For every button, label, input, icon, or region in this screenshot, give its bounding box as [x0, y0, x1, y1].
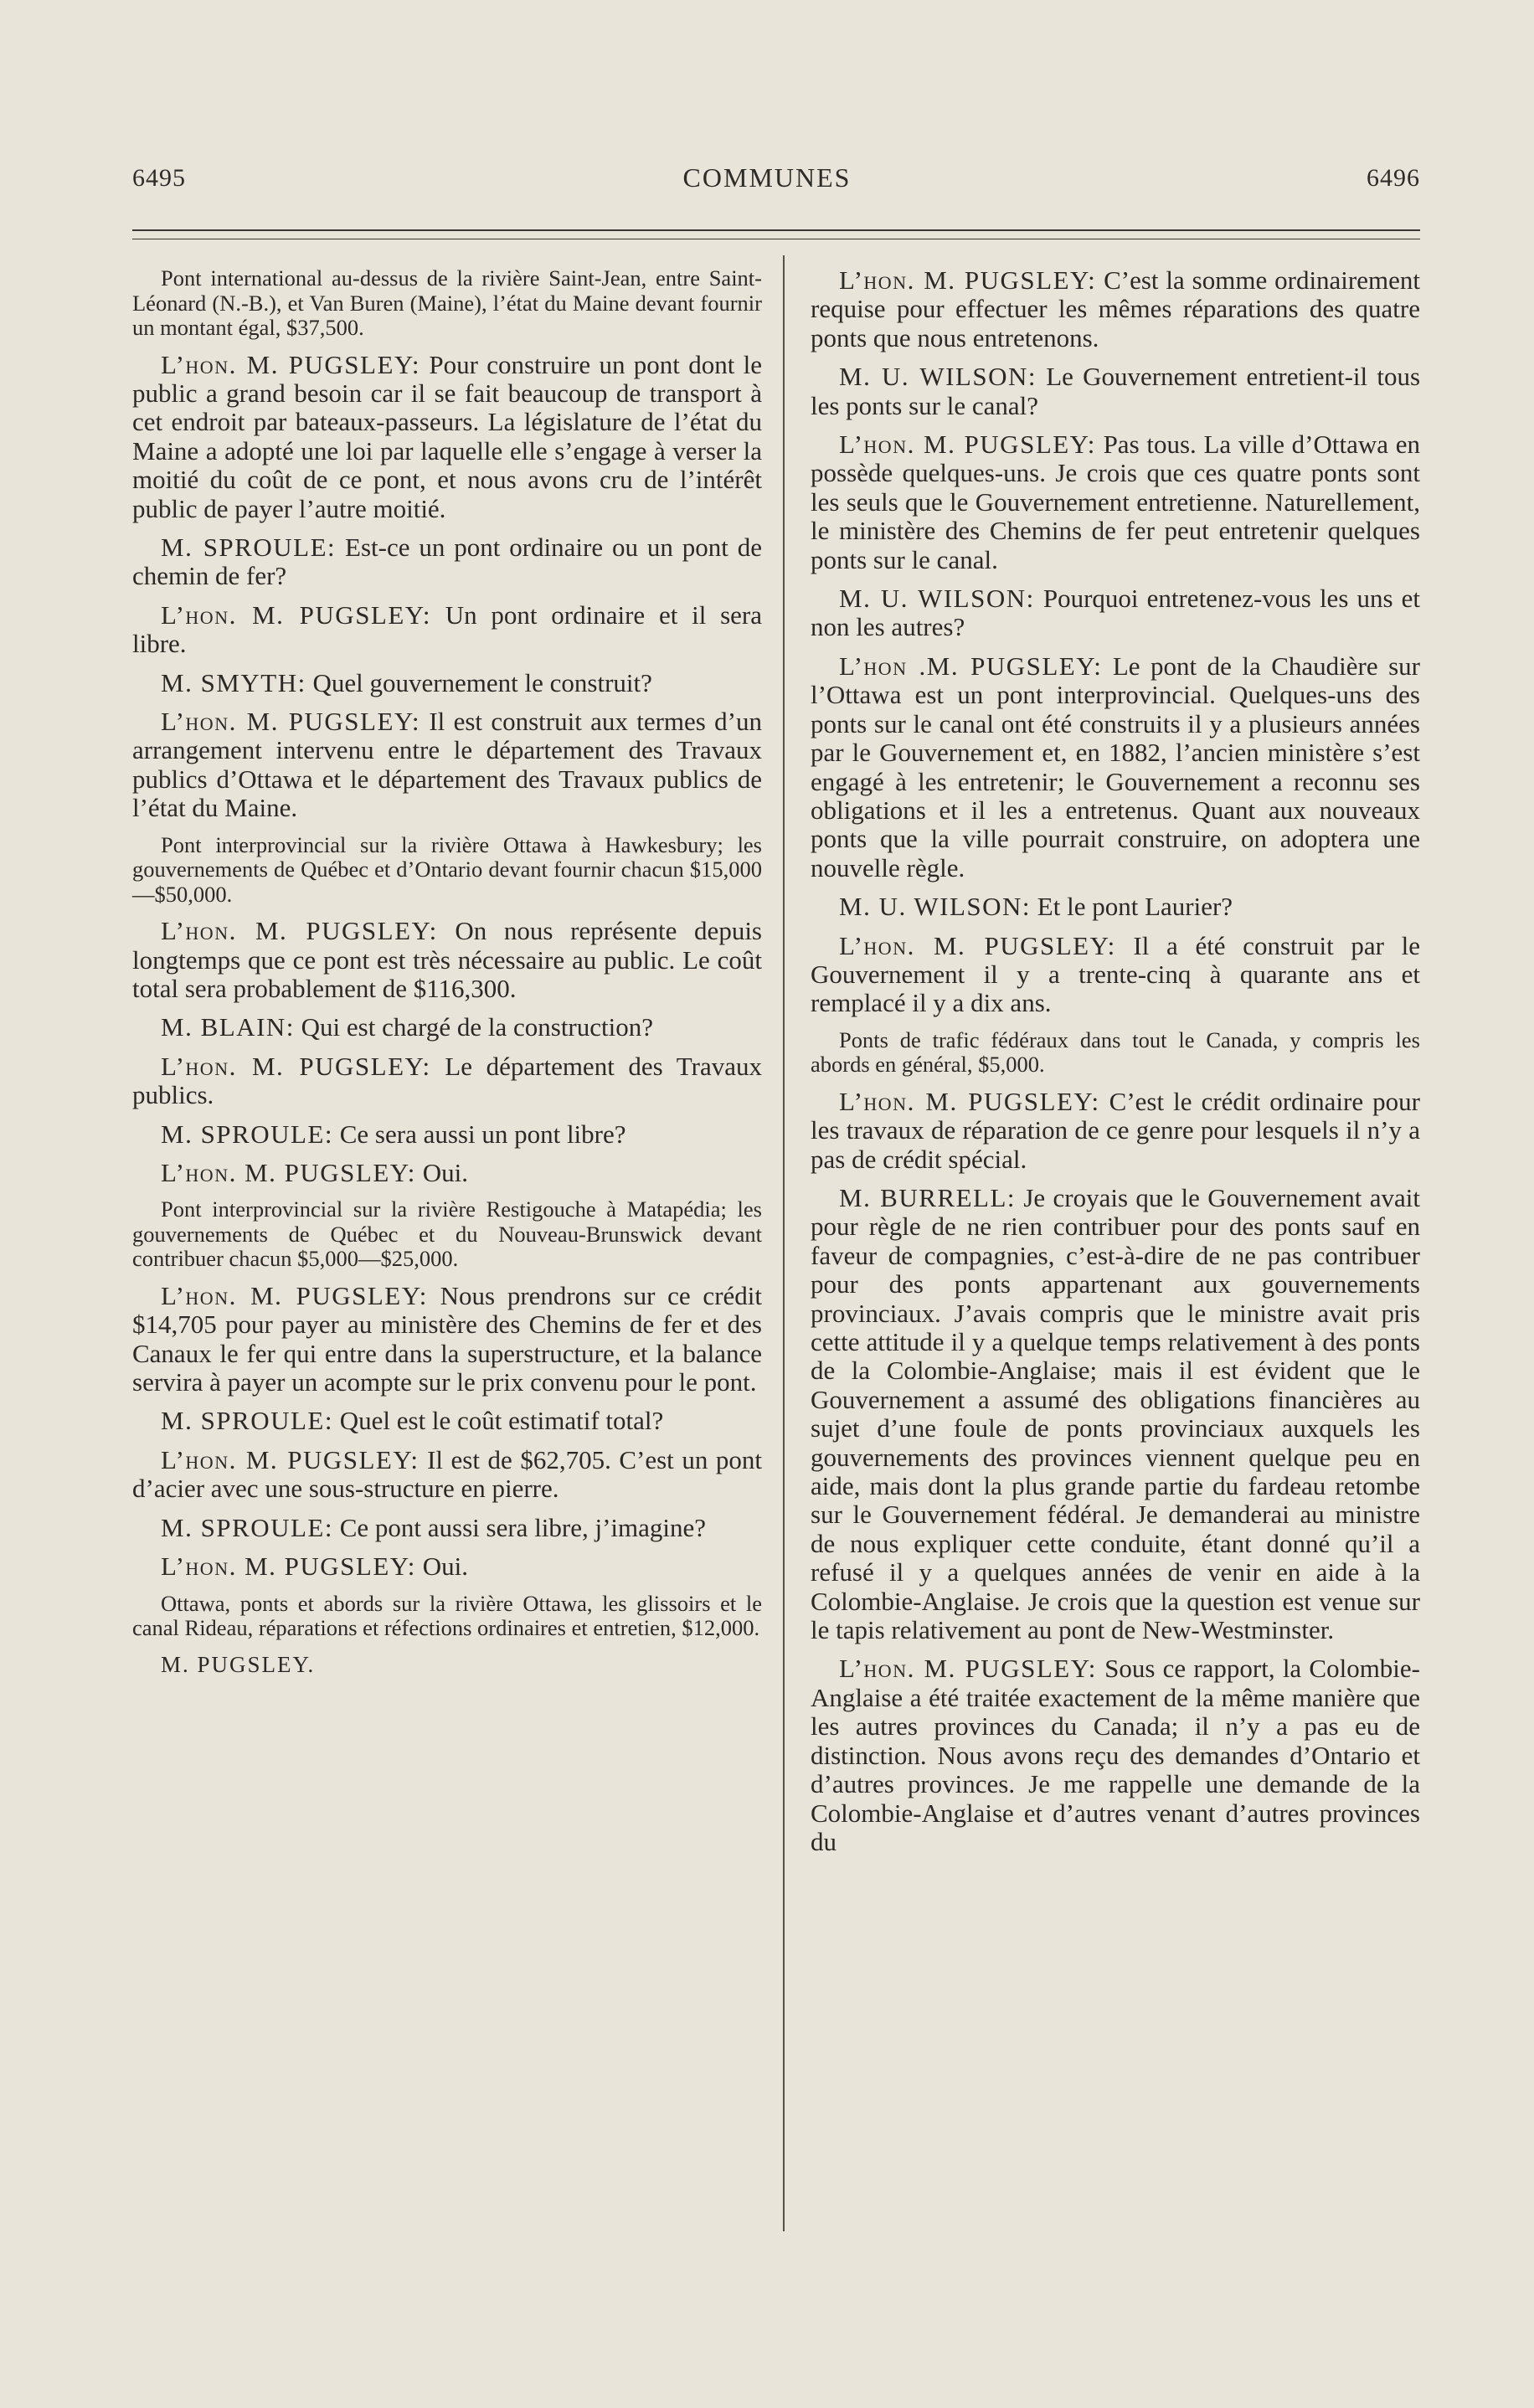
speech-paragraph — [132, 1282, 762, 1397]
paragraph-text: Pont international au-dessus de la rivière Saint-Jean, entre Saint-Léonard (N.-B.), et Van Buren (Maine), l’état du Maine devant fournir un montant égal, $37,500. — [132, 265, 762, 340]
paragraph-text: Le pont de la Chaudière sur l’Ottawa est un pont interprovincial. Quelques-uns des ponts sur le canal ont été construits il y a plusieurs années par le Gouvernement et, en 1882, l’ancien ministère s’est engagé à les entretenir; le Gouvernement a reconnu ses obligations et il les a entretenus. Quant aux nouveaux ponts que la ville pourrait construire, on adoptera une nouvelle règle. — [811, 651, 1420, 882]
speaker-name: L’hon. M. PUGSLEY: — [839, 1086, 1100, 1116]
paragraph-text: Pas tous. La ville d’Ottawa en possède quelques-uns. Je crois que ces quatre ponts sont les seuls que le Gouvernement entretienne. Naturellement, le ministère des Chemins de fer peut entretenir quelques ponts sur le canal. — [811, 430, 1420, 574]
speech-paragraph — [132, 1159, 762, 1187]
budget-item — [132, 833, 762, 908]
page-title: COMMUNES — [682, 162, 852, 193]
paragraph-text: Quel gouvernement le construit? — [312, 667, 652, 697]
paragraph-text: On nous représente depuis longtemps que ce pont est très nécessaire au public. Le coût total sera probablement de $116,300. — [132, 916, 762, 1003]
speaker-name: L’hon. M. PUGSLEY: — [161, 599, 431, 630]
speaker-name: L’hon. M. PUGSLEY: — [839, 1654, 1097, 1684]
speech-paragraph — [132, 669, 762, 697]
speaker-name: L’hon .M. PUGSLEY: — [839, 651, 1103, 681]
speaker-name: L’hon. M. PUGSLEY: — [161, 1157, 416, 1187]
paragraph-text: Un pont ordinaire et il sera libre. — [132, 599, 762, 659]
speech-paragraph — [132, 351, 762, 523]
speaker-name: L’hon. M. PUGSLEY: — [839, 265, 1097, 295]
paragraph-text: Qui est chargé de la construction? — [301, 1012, 654, 1042]
speech-paragraph — [811, 1654, 1420, 1856]
paragraph-text: Nous prendrons sur ce crédit $14,705 pour payer au ministère des Chemins de fer et des Canaux le fer qui entre dans la superstructure, et la balance servira à payer un acompte sur le prix convenu pour le pont. — [132, 1280, 762, 1397]
speaker-name: L’hon. M. PUGSLEY: — [839, 430, 1096, 460]
right-column — [811, 266, 1420, 1866]
speaker-name: M. SMYTH: — [161, 667, 306, 697]
speaker-name: M. BLAIN: — [161, 1012, 295, 1042]
paragraph-text: C’est le crédit ordinaire pour les travaux de réparation de ce genre pour lesquels il n’y a pas de crédit spécial. — [811, 1086, 1420, 1174]
speaker-name: M. SPROULE: — [161, 1512, 333, 1542]
speaker-name: M. SPROULE: — [161, 532, 337, 562]
header-rule-thick — [132, 229, 1420, 231]
paragraph-text: Pour construire un pont dont le public a grand besoin car il se fait beaucoup de transport à cet endroit par bateaux-passeurs. La législature de l’état du Maine a adopté une loi par laquelle elle s’engage à verser la moitié du coût de ce pont, et nous avons cru de l’intérêt public de payer l’autre moitié. — [132, 349, 762, 523]
paragraph-text: Ce sera aussi un pont libre? — [339, 1119, 626, 1149]
speaker-name: M. SPROULE: — [161, 1406, 333, 1436]
paragraph-text: Pourquoi entretenez-vous les uns et non les autres? — [811, 584, 1421, 642]
paragraph-text: Sous ce rapport, la Colombie-Anglaise a été traitée exactement de la même manière que les autres provinces du Canada; il n’y a pas eu de distinction. Nous avons reçu des demandes d’Ontario et d’autres provinces. Je me rappelle une demande de la Colombie-Anglaise et d’autres venant d’autres provinces du — [811, 1654, 1420, 1856]
speech-paragraph — [132, 1552, 762, 1581]
speaker-name: M. U. WILSON: — [839, 362, 1037, 392]
paragraph-text: Ponts de trafic fédéraux dans tout le Canada, y compris les abords en général, $5,000. — [811, 1026, 1420, 1078]
paragraph-text: Le département des Travaux publics. — [132, 1051, 762, 1110]
speech-paragraph — [132, 1052, 762, 1110]
speaker-name: L’hon. M. PUGSLEY: — [161, 706, 421, 736]
speaker-name: L’hon. M. PUGSLEY: — [161, 349, 421, 379]
speaker-name: L’hon. M. PUGSLEY: — [161, 1551, 416, 1582]
paragraph-text: Oui. — [422, 1551, 468, 1582]
speech-paragraph — [811, 1184, 1420, 1645]
paragraph-text: Est-ce un pont ordinaire ou un pont de chemin de fer? — [132, 532, 763, 591]
signature-line: M. PUGSLEY. — [161, 1651, 316, 1677]
paragraph-text: Le Gouvernement entretient-il tous les ponts sur le canal? — [811, 362, 1421, 420]
speech-paragraph — [811, 363, 1420, 420]
speech-paragraph — [811, 1088, 1420, 1174]
budget-item — [132, 1592, 762, 1641]
speech-paragraph — [132, 533, 762, 591]
speech-paragraph — [811, 584, 1420, 642]
paragraph-text: Ottawa, ponts et abords sur la rivière Ottawa, les glissoirs et le canal Rideau, réparations et réfections ordinaires et entretien, $12,000. — [132, 1590, 762, 1640]
speech-paragraph — [132, 1514, 762, 1542]
right-page-number: 6496 — [1367, 164, 1420, 192]
paragraph-text: Pont interprovincial sur la rivière Restigouche à Matapédia; les gouvernements de Québec et du Nouveau-Brunswick devant contribuer chacun $5,000—$25,000. — [132, 1196, 762, 1272]
speech-paragraph — [132, 1407, 762, 1435]
speech-paragraph — [132, 1013, 762, 1042]
speaker-name: M. U. WILSON: — [839, 892, 1032, 922]
speech-paragraph — [132, 707, 762, 823]
paragraph-text: Il est construit aux termes d’un arrangement intervenu entre le département des Travaux publics d’Ottawa et le département des Travaux publics de l’état du Maine. — [132, 706, 762, 823]
speech-paragraph — [811, 266, 1420, 352]
budget-item — [132, 1197, 762, 1272]
paragraph-text: Et le pont Laurier? — [1037, 892, 1233, 922]
budget-item — [811, 1028, 1420, 1078]
speech-paragraph — [132, 601, 762, 659]
paragraph-text: Il est de $62,705. C’est un pont d’acier avec une sous-structure en pierre. — [132, 1444, 762, 1504]
speaker-name: L’hon. M. PUGSLEY: — [161, 1444, 420, 1474]
speech-paragraph — [132, 1120, 762, 1149]
column-divider — [783, 255, 785, 2231]
paragraph-text: Quel est le coût estimatif total? — [339, 1406, 664, 1436]
speech-paragraph — [811, 893, 1420, 921]
paragraph-text: Oui. — [422, 1157, 468, 1187]
speech-paragraph — [811, 932, 1420, 1018]
left-page-number: 6495 — [132, 164, 186, 192]
paragraph-text: C’est la somme ordinairement requise pour effectuer les mêmes réparations des quatre ponts que nous entretenons. — [811, 265, 1420, 352]
speaker-name: M. SPROULE: — [161, 1119, 333, 1149]
speaker-name: L’hon. M. PUGSLEY: — [161, 916, 438, 946]
left-column — [132, 266, 762, 1678]
speaker-name: L’hon. M. PUGSLEY: — [839, 930, 1116, 960]
speech-paragraph — [132, 917, 762, 1003]
speaker-name: L’hon. M. PUGSLEY: — [161, 1280, 428, 1310]
speaker-name: L’hon. M. PUGSLEY: — [161, 1051, 431, 1081]
paragraph-text: Je croyais que le Gouvernement avait pour règle de ne rien contribuer pour des ponts sauf en faveur de compagnies, c’est-à-dire de ne pas contribuer pour des ponts appartenant aux gouvernements provinciaux. J’avais compris que le ministre avait pris cette attitude il y a quelque temps relativement à des ponts de la Colombie-Anglaise; mais il est évident que le Gouvernement a assumé des obligations financières au sujet d’une foule de ponts provinciaux auxquels les gouvernements des provinces viennent quelque peu en aide, mais dont la plus grande partie du fardeau retombe sur le Gouvernement fédéral. Je demanderai au ministre de nous expliquer cette conduite, étant donné qu’il a refusé il y a quelques années de venir en aide à la Colombie-Anglaise. Je crois que la question est venue sur le tapis relativement au pont de New-Westminster. — [811, 1182, 1420, 1645]
speech-paragraph — [811, 430, 1420, 574]
speech-paragraph — [132, 1446, 762, 1504]
speaker-name: M. U. WILSON: — [839, 584, 1035, 614]
paragraph-text: Il a été construit par le Gouvernement il y a trente-cinq à quarante ans et remplacé il y a dix ans. — [811, 930, 1420, 1018]
budget-item — [132, 266, 762, 341]
paragraph-text: Pont interprovincial sur la rivière Ottawa à Hawkesbury; les gouvernements de Québec et d’Ontario devant fournir chacun $15,000—$50,000. — [132, 831, 762, 907]
speaker-name: M. BURRELL: — [839, 1182, 1016, 1212]
paragraph-text: Ce pont aussi sera libre, j’imagine? — [339, 1512, 707, 1542]
speech-paragraph — [811, 652, 1420, 882]
